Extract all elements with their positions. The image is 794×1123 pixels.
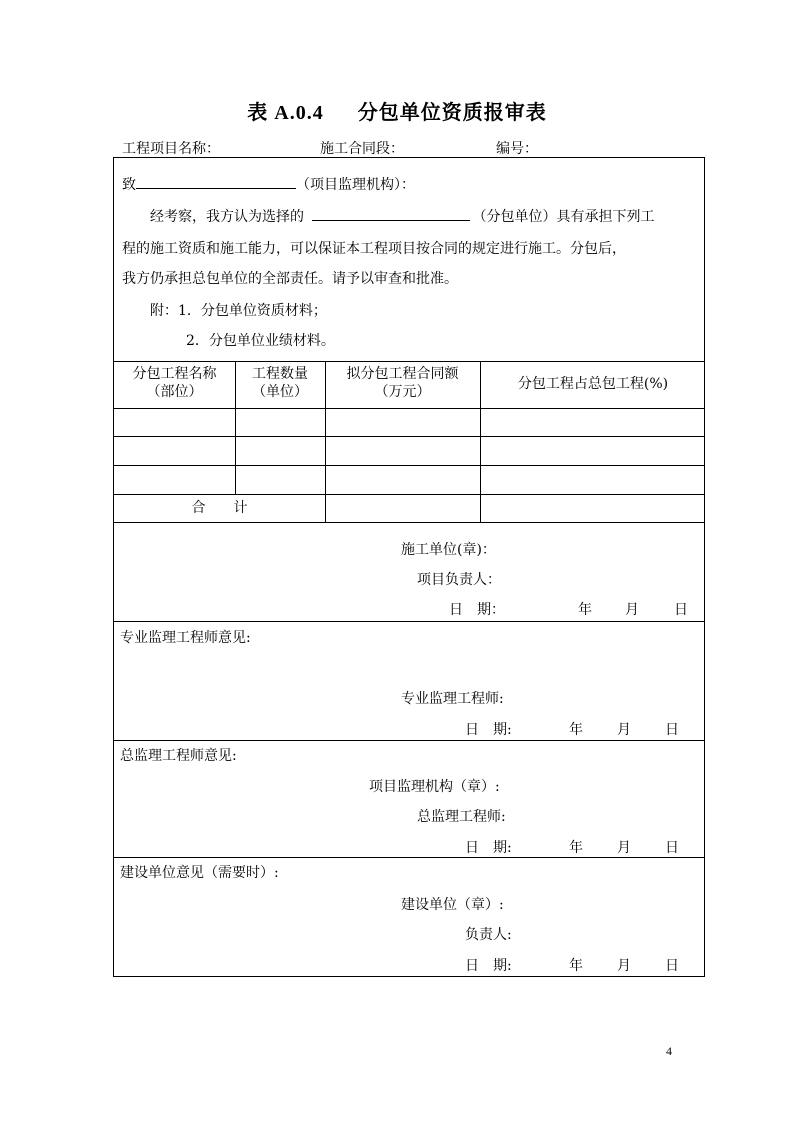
owner-year: 年	[569, 958, 583, 974]
divider	[114, 740, 704, 741]
request-line-1	[150, 206, 654, 226]
chief-year: 年	[569, 840, 583, 856]
divider	[114, 621, 704, 622]
specialist-opinion-label: 专业监理工程师意见:	[120, 630, 251, 646]
specialist-engineer-label: 专业监理工程师:	[401, 691, 504, 707]
project-name-label: 工程项目名称：	[122, 141, 220, 157]
request-line-3: 我方仍承担总包单位的全部责任。请予以审查和批准。	[122, 271, 458, 287]
col-header-amount	[325, 365, 480, 401]
request-line-2: 程的施工资质和施工能力，可以保证本工程项目按合同的规定进行施工。分包后，	[122, 241, 626, 257]
divider	[114, 857, 704, 858]
owner-person-label: 负责人:	[465, 927, 512, 943]
chief-opinion-label: 总监理工程师意见:	[120, 748, 237, 764]
total-label: 合 计	[191, 500, 248, 516]
col-header-amount-line2: （万元）	[374, 384, 431, 400]
supervisor-org-field[interactable]	[136, 174, 296, 189]
owner-date-label: 日 期:	[465, 958, 512, 974]
request-line1-prefix: 经考察，我方认为选择的	[150, 209, 304, 225]
form-table	[113, 157, 705, 977]
contractor-day: 日	[674, 602, 688, 618]
col-header-percent: 分包工程占总包工程(%)	[517, 376, 669, 392]
owner-opinion-label: 建设单位意见（需要时）:	[120, 865, 279, 881]
owner-month: 月	[617, 958, 631, 974]
divider	[114, 494, 704, 495]
col-header-quantity-line1: 工程数量	[252, 366, 308, 382]
attachment-1: 附：1．分包单位资质材料；	[150, 303, 327, 319]
form-code: 表 A.0.4	[247, 102, 324, 124]
owner-unit-label: 建设单位（章）:	[401, 897, 504, 913]
contractor-date-label: 日 期：	[449, 602, 505, 618]
subcontractor-field[interactable]	[312, 206, 470, 221]
contractor-manager-label: 项目负责人：	[417, 572, 501, 588]
request-line1-suffix: （分包单位）具有承担下列工	[472, 209, 655, 225]
col-header-quantity	[235, 365, 325, 401]
chief-date-label: 日 期:	[465, 840, 512, 856]
page-number: 4	[666, 1044, 672, 1058]
chief-org-label: 项目监理机构（章）:	[369, 779, 500, 795]
attachment-2: 2．分包单位业绩材料。	[186, 333, 335, 349]
page-title	[0, 96, 794, 125]
form-name: 分包单位资质报审表	[357, 100, 547, 124]
chief-day: 日	[665, 840, 679, 856]
to-prefix: 致	[122, 177, 136, 193]
contractor-unit-label: 施工单位(章)：	[401, 542, 496, 558]
col-header-name	[114, 365, 235, 401]
col-header-name-line2: （部位）	[146, 384, 203, 400]
col-header-amount-line1: 拟分包工程合同额	[346, 366, 459, 382]
col-header-name-line1: 分包工程名称	[132, 366, 217, 382]
divider	[114, 522, 704, 523]
owner-day: 日	[665, 958, 679, 974]
contractor-year: 年	[578, 602, 592, 618]
to-line	[122, 174, 415, 194]
contract-section-label: 施工合同段：	[320, 141, 404, 157]
number-label: 编号：	[496, 141, 538, 157]
specialist-year: 年	[569, 722, 583, 738]
specialist-date-label: 日 期:	[465, 722, 512, 738]
contractor-month: 月	[625, 602, 639, 618]
divider	[114, 408, 704, 409]
to-suffix: （项目监理机构）：	[296, 177, 415, 193]
chief-engineer-label: 总监理工程师:	[417, 809, 506, 825]
divider	[114, 465, 704, 466]
col-header-quantity-line2: （单位）	[252, 384, 308, 400]
specialist-day: 日	[665, 722, 679, 738]
divider	[114, 361, 704, 362]
specialist-month: 月	[617, 722, 631, 738]
chief-month: 月	[617, 840, 631, 856]
divider	[114, 436, 704, 437]
